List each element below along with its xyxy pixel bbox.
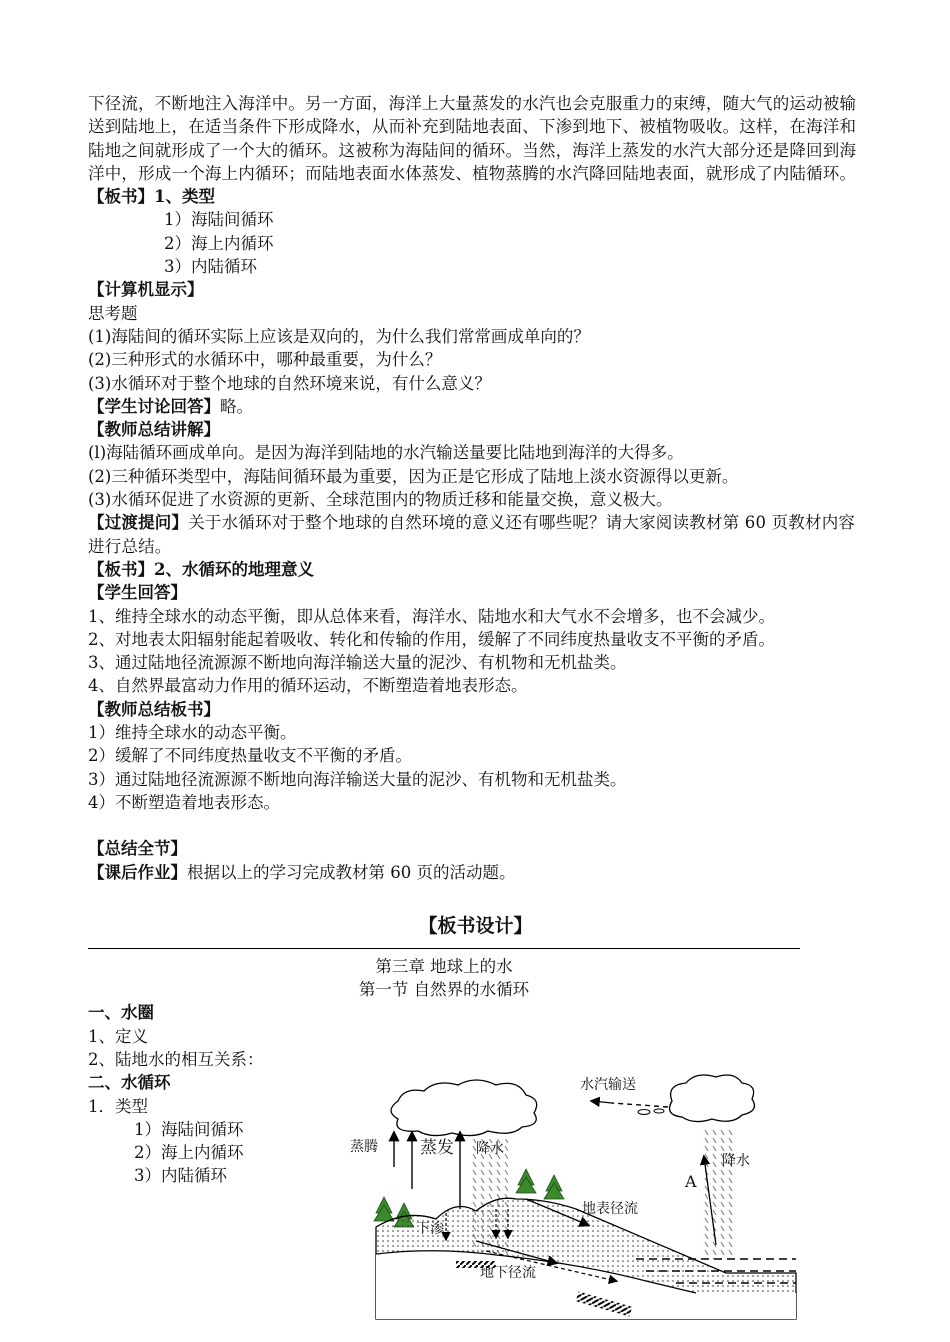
discussion-line (88, 395, 863, 418)
label-precip-sea: 降水 (722, 1153, 750, 1170)
transition-heading: 【过渡提问】 (88, 513, 189, 533)
outline-item: 2、陆地水的相互关系： (88, 1049, 264, 1069)
outline-heading-2: 二、水循环 (88, 1073, 171, 1093)
outline-heading-1: 一、水圈 (88, 1003, 154, 1023)
teacher-board-heading: 【教师总结板书】 (88, 699, 220, 719)
summary-heading: 【总结全节】 (88, 839, 187, 859)
label-evaporation: 蒸发 (420, 1138, 454, 1159)
answer-point: 1、维持全球水的动态平衡，即从总体来看，海洋水、陆地水和大气水不会增多，也不会减少。 (88, 606, 775, 626)
cloud-left (391, 1080, 537, 1136)
outline-item: 2）海上内循环 (134, 1143, 244, 1163)
outline-item: 3）内陆循环 (134, 1166, 227, 1186)
divider (88, 948, 800, 949)
section-title: 第一节 自然界的水循环 (358, 980, 530, 1000)
outline-subheading: 1．类型 (88, 1096, 148, 1116)
label-groundwater-runoff: 地下径流 (480, 1265, 536, 1282)
label-precip-land: 降水 (476, 1141, 504, 1158)
summary-point: (l)海陆循环画成单向。是因为海洋到陆地的水汽输送量要比陆地到海洋的大得多。 (88, 443, 684, 463)
homework-heading: 【课后作业】 (88, 862, 187, 882)
board-point: 3）通过陆地径流源源不断地向海洋输送大量的泥沙、有机物和无机盐类。 (88, 769, 627, 789)
label-infiltration: 下渗 (416, 1221, 444, 1238)
question-item: (2)三种形式的水循环中，哪种最重要，为什么？ (88, 350, 442, 370)
summary-point: (3)水循环促进了水资源的更新、全球范围内的物质迁移和能量交换，意义极大。 (88, 490, 673, 510)
label-marker-a: A (685, 1172, 697, 1192)
document-page (88, 92, 863, 1331)
discussion-heading: 【学生讨论回答】 (88, 396, 220, 416)
discussion-text: 略。 (220, 396, 253, 416)
answer-point: 4、自然界最富动力作用的循环运动，不断塑造着地表形态。 (88, 676, 528, 696)
board-outline (88, 1001, 348, 1187)
teacher-summary-heading: 【教师总结讲解】 (88, 420, 220, 440)
board1-heading: 【板书】1、类型 (88, 187, 215, 207)
question-item: (1)海陆间的循环实际上应该是双向的，为什么我们常常画成单向的？ (88, 326, 590, 346)
transition-text: 关于水循环对于整个地球的自然环境的意义还有哪些呢？请大家阅读教材第 60 页教材内容进行总结。 (88, 513, 856, 556)
board1-item: 2）海上内循环 (164, 233, 274, 253)
board-point: 1）维持全球水的动态平衡。 (88, 723, 297, 743)
answer-point: 3、通过陆地径流源源不断地向海洋输送大量的泥沙、有机物和无机盐类。 (88, 653, 627, 673)
question-item: (3)水循环对于整个地球的自然环境来说，有什么意义？ (88, 373, 491, 393)
board-point: 2）缓解了不同纬度热量收支不平衡的矛盾。 (88, 746, 412, 766)
answer-point: 2、对地表太阳辐射能起着吸收、转化和传输的作用，缓解了不同纬度热量收支不平衡的矛盾。 (88, 629, 775, 649)
cloud-right (670, 1075, 755, 1122)
student-answer-heading: 【学生回答】 (88, 583, 187, 603)
label-vapor-transport: 水汽输送 (580, 1077, 636, 1094)
board1-item: 3）内陆循环 (164, 257, 257, 277)
board1-item: 1）海陆间循环 (164, 210, 274, 230)
transition-paragraph (88, 511, 863, 558)
board2-heading: 【板书】2、水循环的地理意义 (88, 559, 314, 579)
summary-point: (2)三种循环类型中，海陆间循环最为重要，因为正是它形成了陆地上淡水资源得以更新。 (88, 466, 739, 486)
homework-line (88, 861, 863, 884)
computer-subtitle: 思考题 (88, 303, 138, 323)
computer-heading: 【计算机显示】 (88, 280, 204, 300)
outline-item: 1）海陆间循环 (134, 1119, 244, 1139)
water-cycle-diagram (350, 1049, 796, 1319)
board-design-title: 【板书设计】 (418, 914, 533, 937)
label-surface-runoff: 地表径流 (582, 1201, 638, 1218)
label-transpiration: 蒸腾 (350, 1139, 378, 1156)
homework-text: 根据以上的学习完成教材第 60 页的活动题。 (187, 862, 516, 882)
board-design (88, 1001, 863, 1331)
board-point: 4）不断塑造着地表形态。 (88, 792, 280, 812)
vapor-transport-arrow (592, 1101, 668, 1115)
rain-sea (700, 1129, 736, 1259)
outline-item: 1、定义 (88, 1026, 148, 1046)
chapter-title: 第三章 地球上的水 (375, 956, 513, 976)
intro-paragraph: 下径流，不断地注入海洋中。另一方面，海洋上大量蒸发的水汽也会克服重力的束缚，随大气的运动被输送到陆地上，在适当条件下形成降水，从而补充到陆地表面、下渗到地下、被植物吸收。这样，在海洋和陆地之间就形成了一个大的循环。这被称为海陆间的循环。当然，海洋上蒸发的水汽大部分还是降回到海洋中，形成一个海上内循环；而陆地表面水体蒸发、植物蒸腾的水汽降回陆地表面，就形成了内陆循环。 (88, 94, 857, 183)
